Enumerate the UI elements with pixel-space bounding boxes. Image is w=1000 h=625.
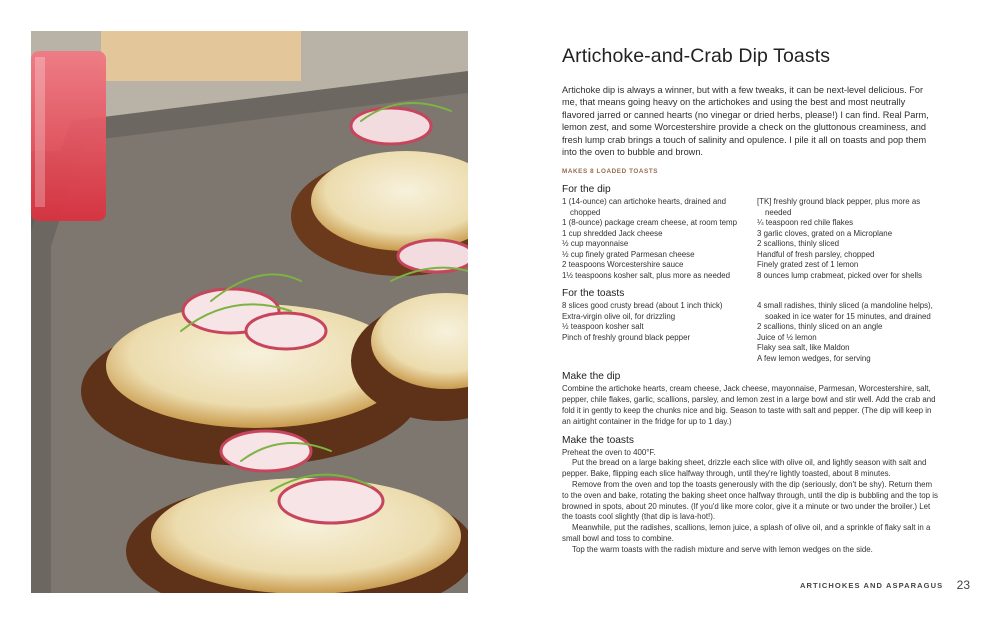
dip-ingredients-heading: For the dip <box>562 184 611 196</box>
page-footer <box>800 579 970 593</box>
ingredient: 2 scallions, thinly sliced on an angle <box>757 322 883 332</box>
toasts-ingredients-right <box>757 301 940 364</box>
ingredient: ½ teaspoon kosher salt <box>562 322 644 332</box>
ingredient: 3 garlic cloves, grated on a Microplane <box>757 228 893 238</box>
recipe-intro: Artichoke dip is always a winner, but with a few tweaks, it can be next-level delicious. For me, that means going heavy on the artichokes and using the best and most neutrally flavored jarred or canned hearts (no vinegar or dried herbs, please!) I can find. Real Parm, lemon zest, and some Worcestershire provide a check on the gluttonous creaminess, and fresh lump crab brings a touch of salinity and opulence. I pile it all on toasts and pop them into the oven to bubble and brown. <box>562 85 929 158</box>
recipe-page <box>562 45 940 556</box>
ingredient: 2 scallions, thinly sliced <box>757 239 840 249</box>
make-toasts-heading: Make the toasts <box>562 434 634 446</box>
ingredient: 1 cup shredded Jack cheese <box>562 228 663 238</box>
ingredient: ¼ teaspoon red chile flakes <box>757 218 854 228</box>
ingredient: [TK] freshly ground black pepper, plus more as needed <box>757 197 921 217</box>
recipe-yield: MAKES 8 LOADED TOASTS <box>562 168 659 176</box>
make-toasts-step: Preheat the oven to 400°F. <box>562 447 656 457</box>
ingredient: 8 slices good crusty bread (about 1 inch thick) <box>562 301 723 311</box>
ingredient: Finely grated zest of 1 lemon <box>757 260 859 270</box>
ingredient: 4 small radishes, thinly sliced (a mandoline helps), soaked in ice water for 15 minutes, and drained <box>757 301 933 321</box>
ingredient: Handful of fresh parsley, chopped <box>757 249 875 259</box>
food-photo-illustration <box>31 31 468 593</box>
ingredient: 1 (8-ounce) package cream cheese, at room temp <box>562 218 737 228</box>
toasts-ingredients-heading: For the toasts <box>562 288 625 300</box>
ingredient: Pinch of freshly ground black pepper <box>562 332 691 342</box>
ingredient: 1 (14-ounce) can artichoke hearts, drained and chopped <box>562 197 727 217</box>
section-name: ARTICHOKES AND ASPARAGUS <box>800 581 944 590</box>
ingredient: 8 ounces lump crabmeat, picked over for shells <box>757 270 922 280</box>
make-dip-text: Combine the artichoke hearts, cream cheese, Jack cheese, mayonnaise, Parmesan, Worcestershire, salt, pepper, chile flakes, garlic, scallions, parsley, and lemon zest in a large bowl and stir well. Add the crab and fold it in gently to keep the chunks nice and big. Season to taste with salt and pepper. (The dip will keep in an airtight container in the fridge for up to 1 day.) <box>562 384 936 426</box>
toasts-ingredients-left <box>562 301 745 364</box>
make-toasts-step: Remove from the oven and top the toasts generously with the dip (seriously, don't be shy). Return them to the oven and bake, rotating the baking sheet once halfway through, until the dip is bubbling and the top is browned in spots, about 20 minutes. (If you'd like more color, give it a minute or two under the broiler.) Let the toasts cool slightly (that dip is lava-hot!). <box>562 480 938 522</box>
make-toasts-step: Meanwhile, put the radishes, scallions, lemon juice, a splash of olive oil, and a sprinkle of flaky salt in a small bowl and toss to combine. <box>562 523 931 543</box>
make-toasts-step: Put the bread on a large baking sheet, drizzle each slice with olive oil, and lightly season with salt and pepper. Bake, flipping each slice halfway through, until they're lightly toasted, about 8 minutes. <box>562 458 927 479</box>
dip-ingredients-left <box>562 197 745 281</box>
ingredient: 2 teaspoons Worcestershire sauce <box>562 260 684 270</box>
dip-ingredients <box>562 197 940 281</box>
ingredient: 1½ teaspoons kosher salt, plus more as needed <box>562 270 730 280</box>
recipe-title: Artichoke-and-Crab Dip Toasts <box>562 45 831 67</box>
page-number: 23 <box>956 578 970 592</box>
dip-ingredients-right <box>757 197 940 281</box>
make-toasts-step: Top the warm toasts with the radish mixture and serve with lemon wedges on the side. <box>572 544 873 554</box>
toasts-ingredients <box>562 301 940 364</box>
ingredient: ½ cup finely grated Parmesan cheese <box>562 249 695 259</box>
ingredient: A few lemon wedges, for serving <box>757 353 871 363</box>
ingredient: Juice of ½ lemon <box>757 332 817 342</box>
food-photo <box>31 31 468 593</box>
ingredient: ½ cup mayonnaise <box>562 239 629 249</box>
make-dip-heading: Make the dip <box>562 371 621 383</box>
ingredient: Extra-virgin olive oil, for drizzling <box>562 311 676 321</box>
ingredient: Flaky sea salt, like Maldon <box>757 343 850 353</box>
